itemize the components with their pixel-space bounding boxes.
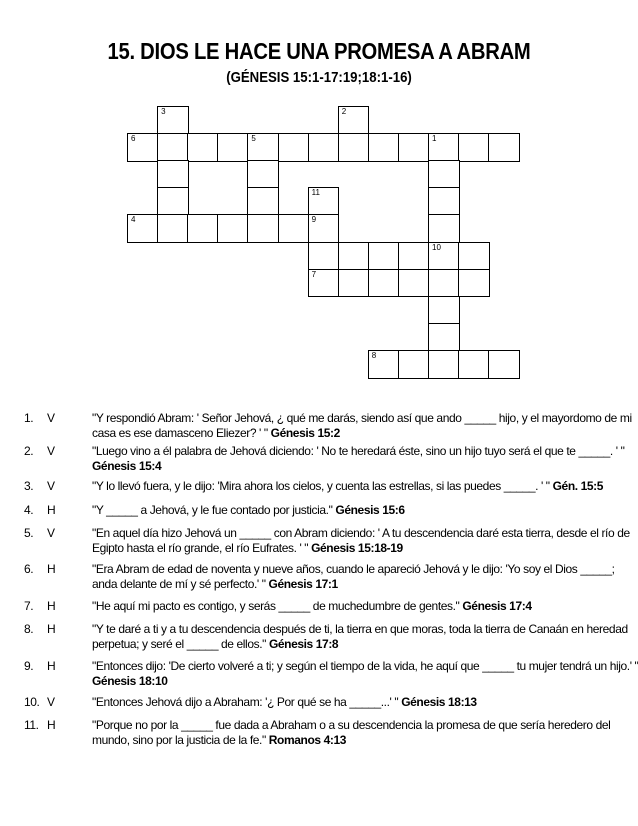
clue-item: 7. H "He aquí mi pacto es contigo, y serás _____ de muchedumbre de gentes." Génesis 17:4 — [24, 599, 532, 613]
clue-item: 8. H "Y te daré a ti y a tu descendencia después de ti, la tierra en que moras, toda la tierra de Canaán en heredad perpetua; y seré el _____ de ellos." Génesis 17:8 — [24, 622, 628, 651]
crossword-cell[interactable] — [308, 187, 340, 216]
crossword-cell[interactable] — [428, 160, 460, 189]
crossword-cell[interactable] — [428, 350, 460, 379]
clue-item: 4. H "Y _____ a Jehová, y le fue contado por justicia." Génesis 15:6 — [24, 503, 405, 517]
crossword-cell[interactable] — [428, 242, 460, 271]
clue-number: 7 — [311, 269, 317, 279]
crossword-cell[interactable] — [458, 133, 490, 162]
clue-item: 10. V "Entonces Jehová dijo a Abraham: '¿ Por qué se ha _____...' " Génesis 18:13 — [24, 695, 477, 709]
crossword-cell[interactable] — [428, 187, 460, 216]
crossword-cell[interactable] — [278, 133, 310, 162]
clue-number: 9 — [311, 215, 317, 225]
crossword-cell[interactable] — [157, 214, 189, 243]
crossword-cell[interactable] — [338, 269, 370, 298]
crossword-cell[interactable] — [247, 133, 279, 162]
clue-item: 9. H "Entonces dijo: 'De cierto volveré a ti; y según el tiempo de la vida, he aquí que _____ tu mujer tendrá un hijo.' " Génesis 18:10 — [24, 659, 638, 688]
crossword-cell[interactable] — [308, 133, 340, 162]
crossword-cell[interactable] — [488, 133, 520, 162]
crossword-cell[interactable] — [308, 242, 340, 271]
crossword-cell[interactable] — [458, 350, 490, 379]
crossword-cell[interactable] — [398, 350, 430, 379]
crossword-cell[interactable] — [398, 133, 430, 162]
page-subtitle: (GÉNESIS 15:1-17:19;18:1-16) — [226, 69, 412, 86]
crossword-cell[interactable] — [338, 242, 370, 271]
crossword-cell[interactable] — [488, 350, 520, 379]
clue-number: 2 — [341, 107, 347, 116]
clue-number: 11 — [311, 188, 320, 198]
crossword-cell[interactable] — [217, 133, 249, 162]
crossword-cell[interactable] — [308, 269, 340, 298]
crossword-cell[interactable] — [157, 106, 189, 135]
crossword-cell[interactable] — [127, 214, 159, 243]
crossword-cell[interactable] — [428, 133, 460, 162]
crossword-cell[interactable] — [398, 242, 430, 271]
crossword-cell[interactable] — [187, 214, 219, 243]
crossword-cell[interactable] — [398, 269, 430, 298]
crossword-cell[interactable] — [458, 242, 490, 271]
crossword-cell[interactable] — [247, 160, 279, 189]
crossword-cell[interactable] — [217, 214, 249, 243]
crossword-cell[interactable] — [247, 187, 279, 216]
clue-list — [24, 411, 638, 752]
crossword-cell[interactable] — [278, 214, 310, 243]
clue-item: 5. V "En aquel día hizo Jehová un _____ con Abram diciendo: ' A tu descendencia daré esta tierra, desde el río de Egipto hasta el río grande, el río Eufrates. ' " Génesis 15:18-19 — [24, 526, 630, 555]
crossword-cell[interactable] — [428, 296, 460, 325]
clue-item: 11. H "Porque no por la _____ fue dada a Abraham o a su descendencia la promesa de que sería heredero del mundo, sino por la justicia de la fe." Romanos 4:13 — [24, 718, 611, 747]
crossword-cell[interactable] — [368, 350, 400, 379]
crossword-cell[interactable] — [127, 133, 159, 162]
crossword-cell[interactable] — [368, 133, 400, 162]
crossword-cell[interactable] — [368, 269, 400, 298]
clue-number: 8 — [371, 350, 377, 360]
clue-number: 1 — [432, 134, 437, 144]
crossword-cell[interactable] — [247, 214, 279, 243]
clue-item: 1. V "Y respondió Abram: ' Señor Jehová, ¿ qué me darás, siendo así que ando _____ hijo, y el mayordomo de mi casa es ese damasceno Eliezer? ' " Génesis 15:2 — [24, 411, 632, 440]
crossword-cell[interactable] — [428, 323, 460, 352]
crossword-cell[interactable] — [458, 269, 490, 298]
clue-number: 4 — [131, 215, 136, 225]
crossword-cell[interactable] — [308, 214, 340, 243]
page-title: 15. DIOS LE HACE UNA PROMESA A ABRAM — [107, 38, 531, 64]
clue-number: 6 — [131, 134, 136, 144]
crossword-cell[interactable] — [368, 242, 400, 271]
clue-number: 3 — [161, 107, 166, 116]
crossword-cell[interactable] — [157, 133, 189, 162]
crossword-cell[interactable] — [338, 133, 370, 162]
clue-item: 2. V "Luego vino a él palabra de Jehová diciendo: ' No te heredará éste, sino un hijo tuyo será el que te _____. ' " Génesis 15:4 — [24, 444, 625, 473]
crossword-cell[interactable] — [187, 133, 219, 162]
crossword-cell[interactable] — [157, 187, 189, 216]
crossword-cell[interactable] — [428, 269, 460, 298]
crossword-cell[interactable] — [157, 160, 189, 189]
crossword-cell[interactable] — [428, 214, 460, 243]
clue-number: 10 — [432, 242, 441, 252]
clue-item: 3. V "Y lo llevó fuera, y le dijo: 'Mira ahora los cielos, y cuenta las estrellas, si las puedes _____. ' " Gén. 15:5 — [24, 479, 604, 493]
clue-item: 6. H "Era Abram de edad de noventa y nueve años, cuando le apareció Jehová y le dijo: 'Yo soy el Dios _____; anda delante de mí y sé perfecto.' " Génesis 17:1 — [24, 562, 615, 591]
clue-number: 5 — [251, 134, 256, 144]
crossword-cell[interactable] — [338, 106, 370, 135]
